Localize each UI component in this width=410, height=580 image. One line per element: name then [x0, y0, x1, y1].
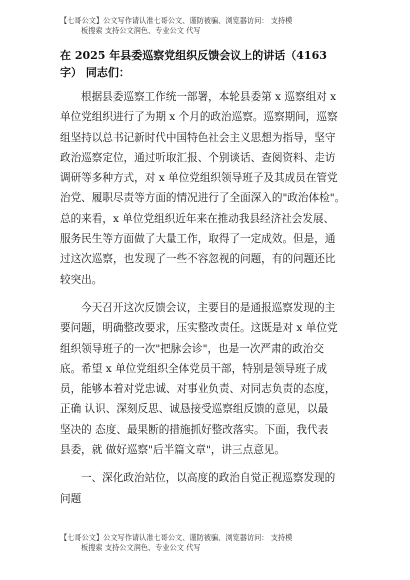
text-line: 过这次巡察，也发现了一些不容忽视的问题，有的问题还比 — [60, 253, 336, 266]
paragraph-1 — [60, 87, 360, 290]
text-line: 调研等多种方式，对 x 单位党组织领导班子及其成员在管党 — [60, 172, 338, 185]
text-line: 正确 认识、深刻反思、诚恳接受巡察组反馈的意见，以最 — [60, 403, 329, 416]
text-line: 组织领导班子的一次"把脉会诊"，也是一次严肃的政治交 — [60, 342, 324, 355]
text-line: 组坚持以总书记新时代中国特色社会主义思想为指导，坚守 — [60, 131, 336, 144]
footer-line-2: 板搜索 支持公文润色、专业公文 代写 — [81, 543, 201, 552]
footer-line-1: 【七哥公文】公文写作请认准七哥公文、谨防被骗、浏览器访问： 支持模 — [60, 533, 293, 542]
text-line: 问题 — [60, 492, 82, 505]
title-line-1: 在 2025 年县委巡察党组织反馈会议上的讲话（4163 — [60, 49, 327, 62]
text-line: 底。希望 x 单位党组织全体党员干部，特别是领导班子成 — [60, 362, 327, 375]
text-line: 较突出。 — [60, 273, 103, 286]
text-line: 单位党组织进行了为期 x 个月的政治巡察。巡察期间，巡察 — [60, 111, 338, 124]
text-line: 要问题，明确整改要求，压实整改责任。这既是对 x 单位党 — [60, 322, 338, 335]
text-line: 根据县委巡察工作统一部署，本轮县委第 x 巡察组对 x — [81, 91, 337, 103]
text-line: 一、深化政治站位，以高度的政治自觉正视巡察发现的 — [81, 472, 336, 485]
document-body — [60, 87, 360, 509]
section-heading-1 — [60, 468, 360, 509]
header-line-1: 【七哥公文】公文写作请认准七哥公文、谨防被骗、浏览器访问： 支持模 — [60, 16, 293, 25]
text-line: 政治巡察定位，通过听取汇报、个别谈话、查阅资料、走访 — [60, 151, 336, 164]
paragraph-2 — [60, 298, 360, 460]
header-line-2: 板搜索 支持公文润色、专业公文 代写 — [81, 26, 201, 35]
title-line-2: 字） 同志们： — [60, 66, 130, 79]
document-title — [60, 47, 360, 81]
text-line: 总的来看，x 单位党组织近年来在推动我县经济社会发展、 — [60, 212, 335, 225]
page-header — [60, 16, 360, 36]
text-line: 今天召开这次反馈会议，主要目的是通报巡察发现的主 — [81, 301, 336, 314]
text-line: 服务民生等方面做了大量工作，取得了一定成效。但是，通 — [60, 233, 336, 246]
text-line: 县委，就 做好巡察"后半篇文章"，讲三点意见。 — [60, 444, 285, 457]
text-line: 治党、履职尽责等方面的情况进行了全面深入的"政治体检"。 — [60, 192, 346, 205]
page-footer — [60, 533, 360, 553]
text-line: 坚决的 态度、最果断的措施抓好整改落实。下面，我代表 — [60, 423, 329, 436]
text-line: 员，能够本着对党忠诚、对事业负责、对同志负责的态度， — [60, 383, 336, 396]
